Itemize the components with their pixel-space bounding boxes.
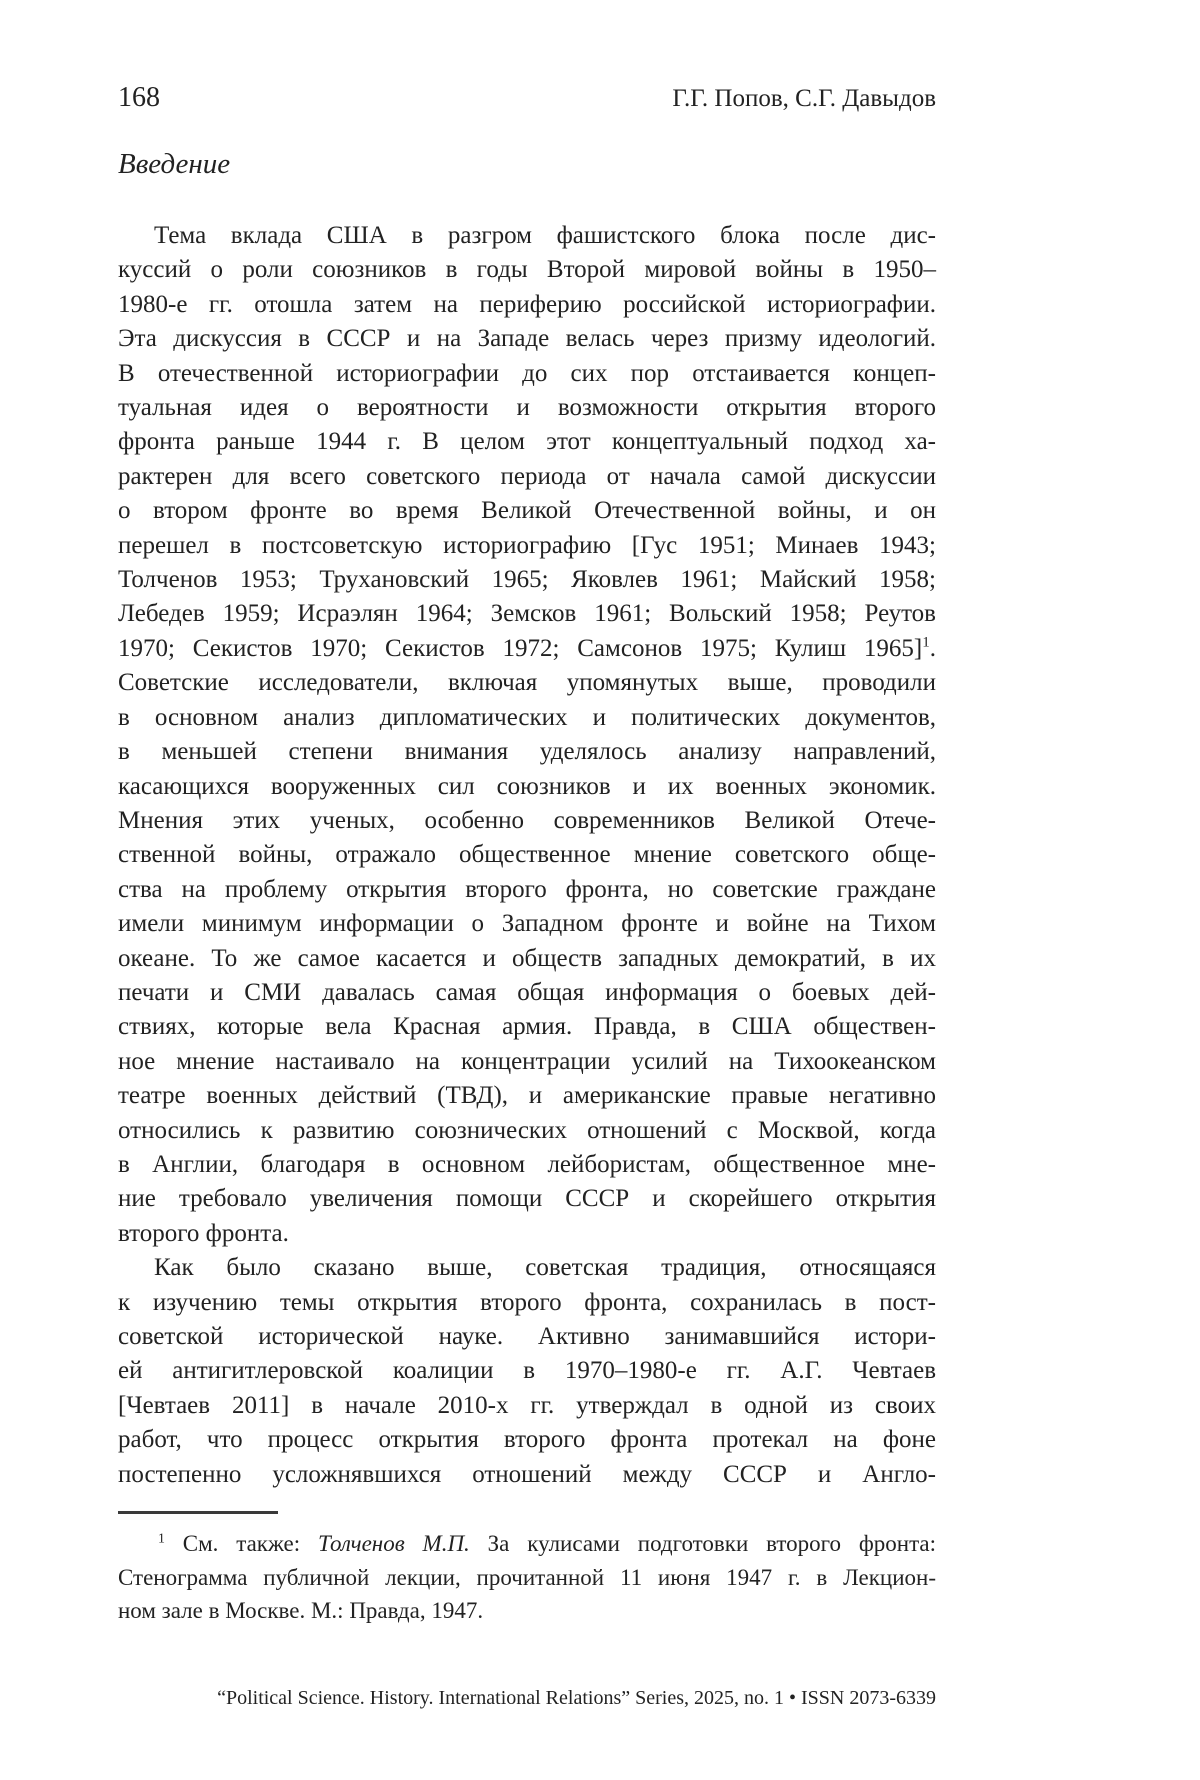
text-line: $^1$ См. также: Толченов М.П. За кулисами подготовки второго фронта: (158, 1530, 936, 1556)
text-line: относились к развитию союзнических отношений с Москвой, когда (118, 1116, 936, 1144)
text-line: касающихся вооруженных сил союзников и их военных экономик. (118, 772, 936, 800)
text-line: в меньшей степени внимания уделялось анализу направлений, (118, 738, 936, 766)
text-line: Мнения этих ученых, особенно современников Великой Отече- (118, 806, 936, 834)
paragraph (118, 219, 936, 1251)
text-line: о втором фронте во время Великой Отечественной войны, и он (118, 497, 936, 525)
text-line: Лебедев 1959; Исраэлян 1964; Земсков 1961; Вольский 1958; Реутов (118, 600, 936, 628)
text-line: океане. То же самое касается и обществ западных демократий, в их (118, 944, 936, 972)
text-line: Тема вклада США в разгром фашистского блока после дис- (154, 222, 936, 249)
text-line: ственной войны, отражало общественное мнение советского обще- (118, 841, 936, 869)
page-header (118, 82, 936, 114)
footnote (118, 1527, 936, 1628)
text-line: имели минимум информации о Западном фронте и войне на Тихом (118, 910, 936, 938)
text-line: печати и СМИ давалась самая общая информация о боевых дей- (118, 978, 936, 1006)
text-line: ние требовало увеличения помощи СССР и скорейшего открытия (118, 1185, 936, 1213)
text-line: ей антигитлеровской коалиции в 1970–1980-е гг. А.Г. Чевтаев (118, 1357, 936, 1385)
text-line: ства на проблему открытия второго фронта, но советские граждане (118, 875, 936, 903)
text-line: ном зале в Москве. М.: Правда, 1947. (118, 1598, 484, 1623)
text-line: ствиях, которые вела Красная армия. Правда, в США обществен- (118, 1013, 936, 1041)
article-body (118, 219, 936, 1492)
paragraph (118, 1251, 936, 1492)
text-line: к изучению темы открытия второго фронта, сохранилась в пост- (118, 1288, 936, 1316)
text-line: рактерен для всего советского периода от начала самой дискуссии (118, 462, 936, 490)
text-line: фронта раньше 1944 г. В целом этот концептуальный подход ха- (118, 428, 936, 456)
text-line: Стенограмма публичной лекции, прочитанной 11 июня 1947 г. в Лекцион- (118, 1564, 936, 1590)
text-line: 1970; Секистов 1970; Секистов 1972; Самсонов 1975; Кулиш 1965]$^1$. (118, 634, 936, 662)
text-line: театре военных действий (ТВД), и американские правые негативно (118, 1082, 936, 1110)
text-line: перешел в постсоветскую историографию [Гус 1951; Минаев 1943; (118, 531, 936, 559)
text-line: советской исторической науке. Активно занимавшийся истори- (118, 1323, 936, 1350)
running-head-authors: Г.Г. Попов, С.Г. Давыдов (672, 85, 936, 112)
text-line: куссий о роли союзников в годы Второй мировой войны в 1950– (118, 256, 936, 284)
text-line: 1980-е гг. отошла затем на периферию российской историографии. (118, 290, 936, 318)
section-heading: Введение (118, 148, 231, 180)
text-line: Толченов 1953; Трухановский 1965; Яковлев 1961; Майский 1958; (118, 566, 936, 594)
footnote-separator-rule (118, 1511, 278, 1514)
text-line: в основном анализ дипломатических и политических документов, (118, 703, 936, 731)
text-line: работ, что процесс открытия второго фронта протекал на фоне (118, 1426, 936, 1454)
text-line: Эта дискуссия в СССР и на Западе велась через призму идеологий. (118, 325, 936, 353)
text-line: ное мнение настаивало на концентрации усилий на Тихоокеанском (118, 1047, 936, 1075)
journal-footer: “Political Science. History. International Relations” Series, 2025, no. 1 • ISSN 2073-6339 (217, 1687, 936, 1709)
text-line: Советские исследователи, включая упомянутых выше, проводили (118, 669, 936, 697)
text-line: второго фронта. (118, 1219, 289, 1247)
text-line: в Англии, благодаря в основном лейбористам, общественное мне- (118, 1150, 936, 1178)
text-line: туальная идея о вероятности и возможности открытия второго (118, 394, 936, 422)
text-line: постепенно усложнявшихся отношений между СССР и Англо- (118, 1460, 936, 1488)
text-line: [Чевтаев 2011] в начале 2010-х гг. утверждал в одной из своих (118, 1391, 936, 1419)
page-number: 168 (118, 82, 160, 113)
text-line: Как было сказано выше, советская традиция, относящаяся (154, 1254, 936, 1282)
text-line: В отечественной историографии до сих пор отстаивается концеп- (118, 359, 936, 387)
